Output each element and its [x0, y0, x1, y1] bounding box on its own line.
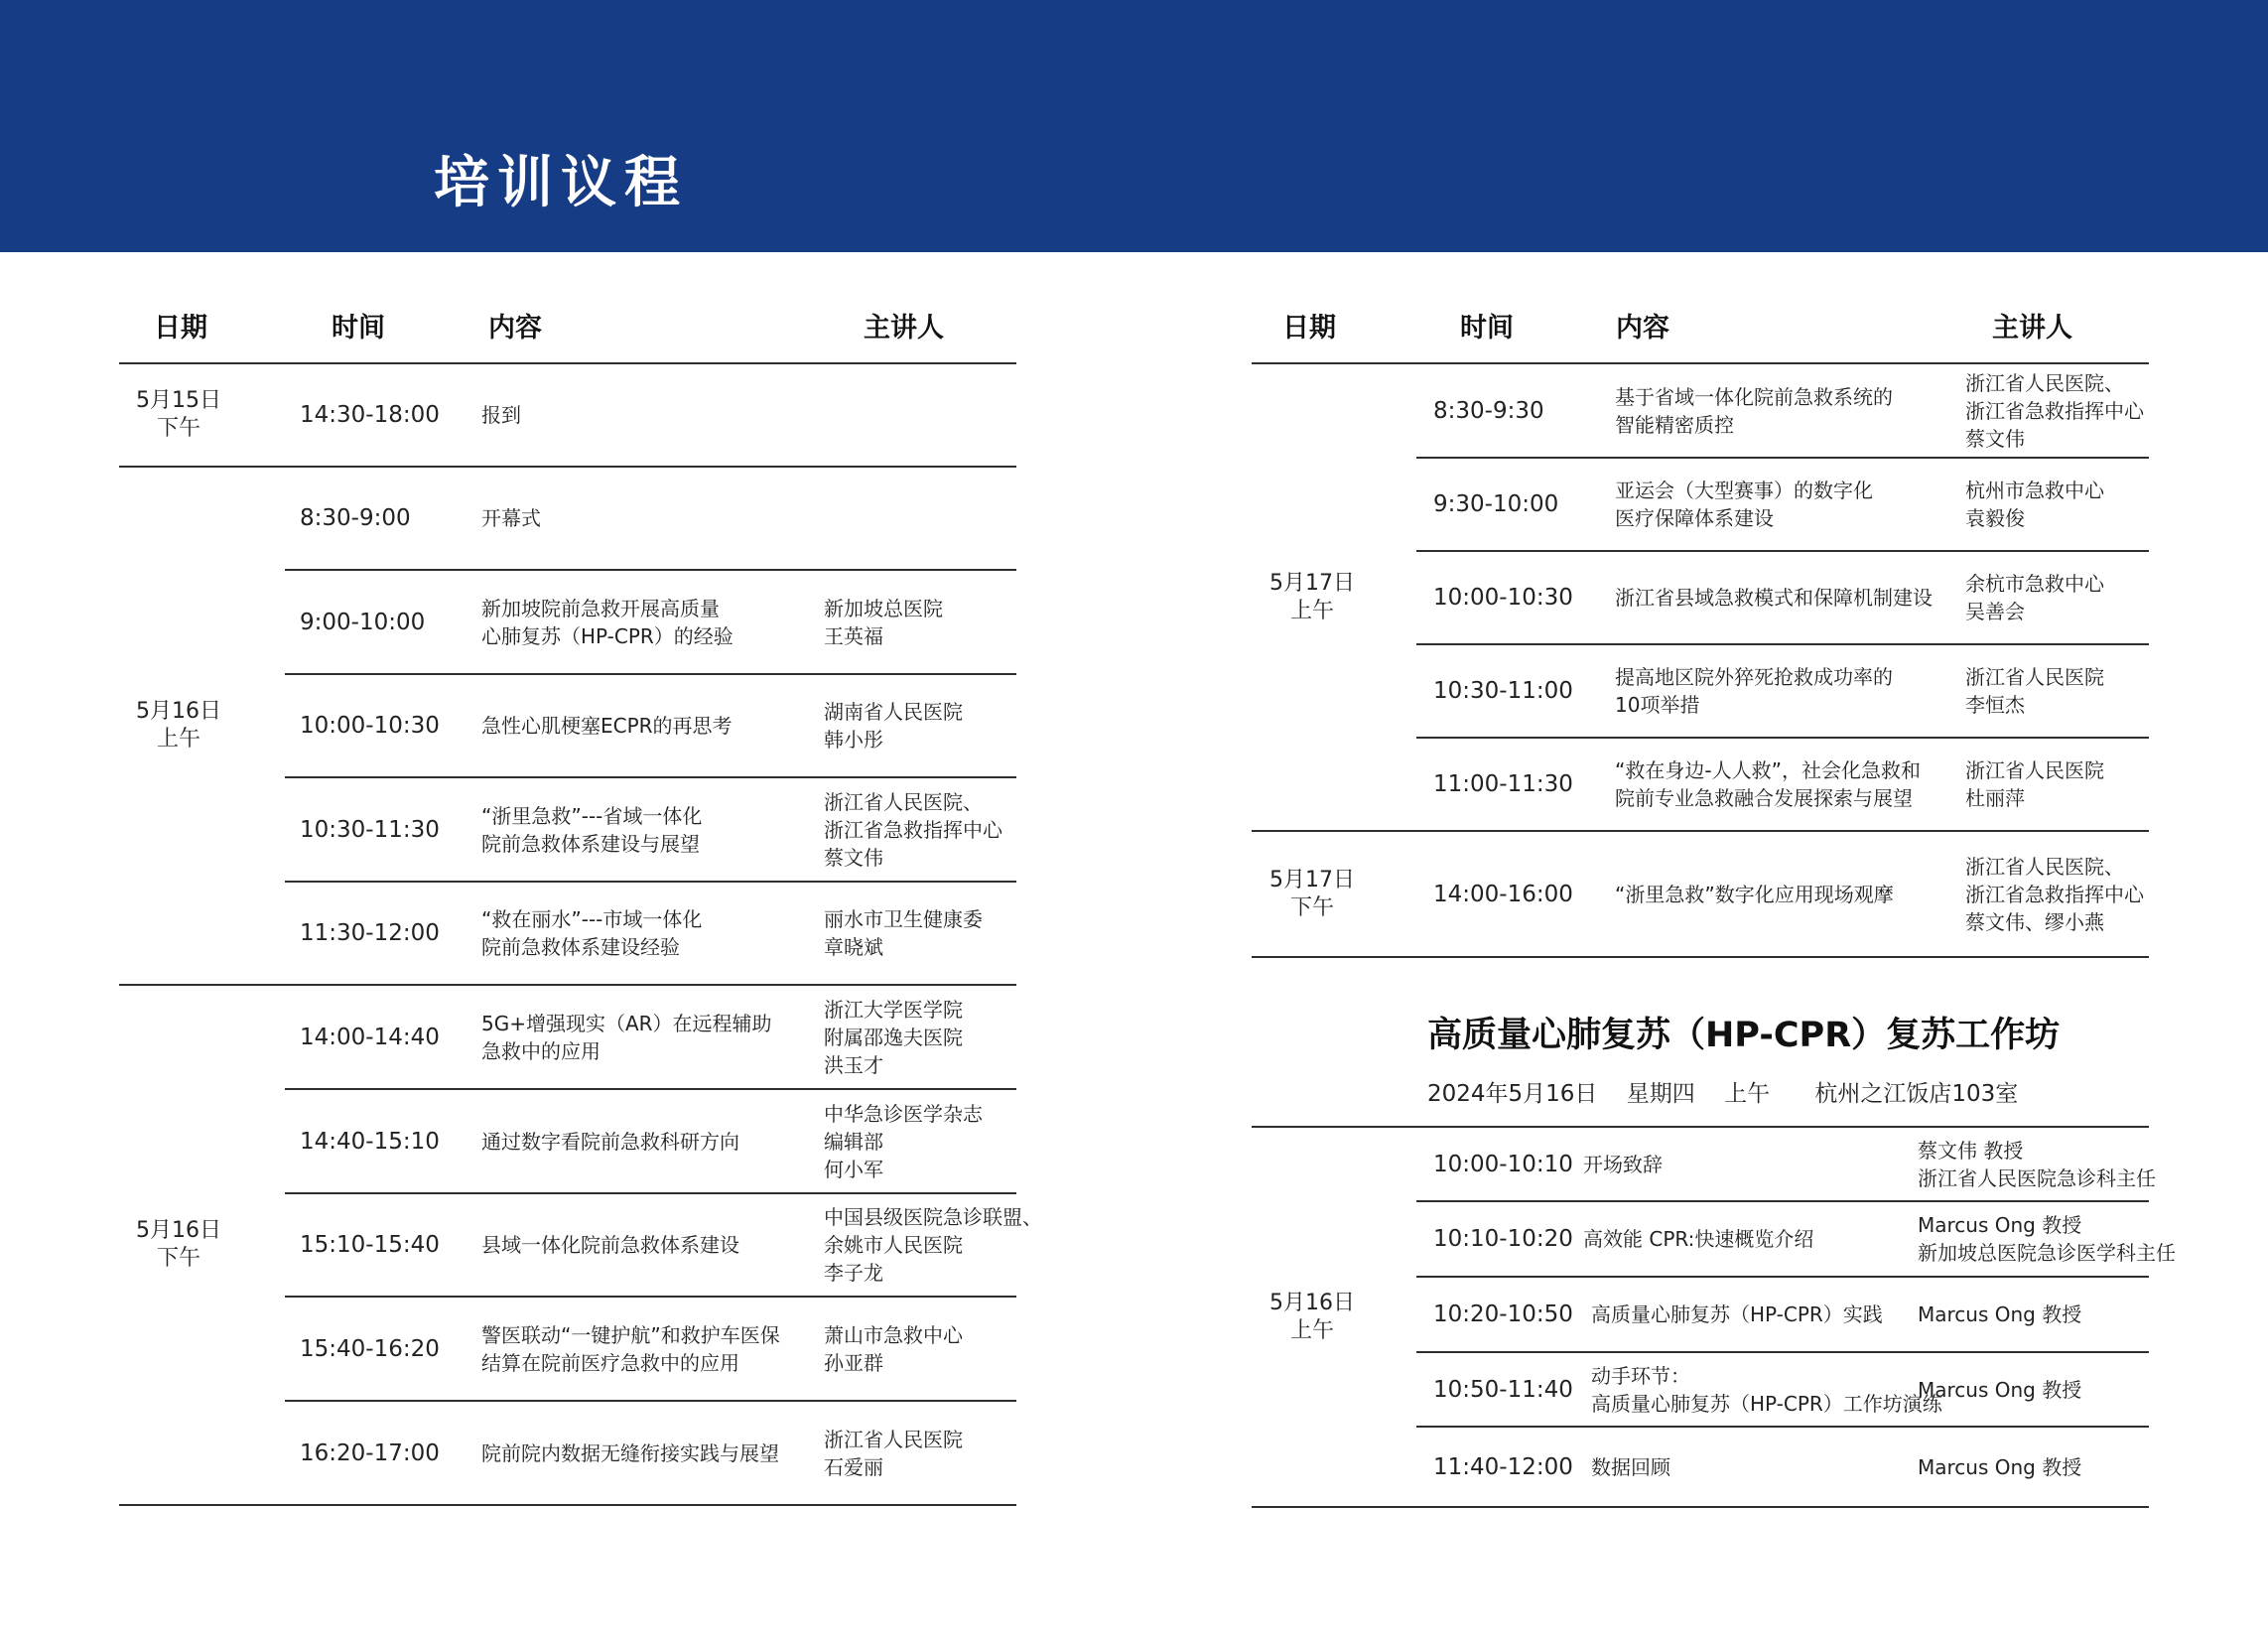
time-cell: 8:30-9:00	[300, 505, 411, 531]
content-cell-line: 医疗保障体系建设	[1615, 506, 1774, 530]
col-header-speaker: 主讲人	[1992, 313, 2072, 343]
content-cell-line: 开幕式	[481, 506, 541, 530]
speaker-cell-line: Marcus Ong 教授	[1918, 1302, 2082, 1326]
speaker-cell-line: Marcus Ong 教授	[1918, 1454, 2082, 1479]
content-cell	[1615, 738, 1955, 831]
speaker-cell-line: 韩小彤	[824, 728, 883, 752]
content-cell-line: “救在身边-人人救”，社会化急救和	[1615, 758, 1921, 782]
content-cell	[481, 882, 814, 985]
time-cell: 8:30-9:30	[1433, 397, 1544, 424]
date-cell-line: 下午	[156, 416, 200, 441]
content-cell-line: “浙里急救”数字化应用现场观摩	[1615, 882, 1894, 906]
col-header-speaker: 主讲人	[864, 313, 944, 343]
col-header-date: 日期	[1282, 313, 1336, 343]
content-cell-line: 新加坡院前急救开展高质量	[481, 596, 720, 620]
speaker-cell-line: 浙江省急救指挥中心	[824, 817, 1002, 842]
content-cell-line: “救在丽水”---市域一体化	[481, 907, 703, 931]
speaker-cell-line: 杭州市急救中心	[1965, 479, 2104, 502]
speaker-cell	[824, 1089, 1056, 1193]
divider-line	[1416, 643, 2149, 645]
content-cell-line: 10项举措	[1615, 693, 1700, 717]
divider-line	[119, 1504, 1016, 1506]
content-cell	[481, 985, 814, 1089]
speaker-cell-line: 蔡文伟	[1965, 426, 2025, 451]
time-cell: 9:00-10:00	[300, 609, 426, 635]
speaker-cell	[1918, 1352, 2151, 1427]
divider-line	[285, 1192, 1016, 1194]
time-cell: 10:30-11:00	[1433, 678, 1573, 704]
speaker-cell-line: 吴善会	[1965, 600, 2025, 623]
content-cell-line: 智能精密质控	[1615, 412, 1734, 437]
content-cell	[1615, 458, 1955, 551]
content-cell	[1583, 1201, 1901, 1277]
content-cell-line: 数据回顾	[1591, 1454, 1670, 1479]
date-cell-line: 5月17日	[1269, 867, 1355, 892]
divider-line	[285, 1400, 1016, 1402]
content-cell-line: 院前院内数据无缝衔接实践与展望	[481, 1440, 779, 1465]
speaker-cell-line: 杜丽萍	[1965, 786, 2025, 810]
time-cell: 11:00-11:30	[1433, 771, 1573, 797]
divider-line	[285, 1296, 1016, 1298]
speaker-cell-line: 蔡文伟、缪小燕	[1965, 909, 2104, 934]
time-cell: 14:30-18:00	[300, 402, 440, 428]
time-cell: 11:40-12:00	[1433, 1453, 1573, 1480]
speaker-cell-line: 何小军	[824, 1157, 883, 1181]
workshop-subtitle	[1427, 1075, 2040, 1108]
date-cell-line: 5月16日	[136, 699, 221, 724]
content-cell-line: 报到	[481, 403, 521, 427]
time-cell: 10:00-10:10	[1433, 1151, 1573, 1177]
divider-line	[1252, 830, 2149, 832]
col-header-time: 时间	[1460, 313, 1514, 343]
content-cell-line: 动手环节：	[1591, 1363, 1690, 1388]
speaker-cell-line: 浙江省人民医院、	[1965, 370, 2124, 395]
speaker-cell	[1965, 551, 2189, 644]
divider-line	[1416, 457, 2149, 459]
content-cell-line: 高质量心肺复苏（HP-CPR）工作坊演练	[1591, 1391, 1942, 1416]
content-cell-line: 开场致辞	[1583, 1152, 1663, 1176]
date-cell-line: 下午	[1289, 894, 1334, 920]
speaker-cell	[824, 1401, 1056, 1505]
divider-line	[285, 881, 1016, 883]
content-cell	[1615, 644, 1955, 738]
date-cell-line: 5月15日	[136, 388, 221, 413]
time-cell: 10:00-10:30	[1433, 585, 1573, 611]
time-cell: 10:30-11:30	[300, 816, 440, 843]
content-cell	[1615, 551, 1955, 644]
speaker-cell	[1918, 1127, 2156, 1201]
content-cell-line: 县域一体化院前急救体系建设	[481, 1233, 739, 1257]
date-cell-line: 下午	[156, 1246, 200, 1271]
speaker-cell-line: 蔡文伟 教授	[1918, 1138, 2024, 1163]
date-cell-line: 上午	[156, 727, 200, 752]
divider-line	[119, 984, 1016, 986]
content-cell-line: 心肺复苏（HP-CPR）的经验	[481, 623, 734, 648]
content-cell	[481, 777, 814, 882]
speaker-cell-line: 袁毅俊	[1965, 506, 2025, 530]
speaker-cell-line: 浙江省人民医院	[1965, 665, 2104, 689]
speaker-cell-line: 余杭市急救中心	[1965, 572, 2104, 596]
content-cell	[481, 467, 814, 570]
speaker-cell-line: 浙江省急救指挥中心	[1965, 398, 2144, 423]
speaker-cell-line: 浙江省人民医院	[1965, 758, 2104, 782]
page-title: 培训议程	[434, 151, 688, 215]
content-cell	[481, 1193, 814, 1297]
date-cell-line: 上午	[1289, 598, 1334, 623]
speaker-cell-line: 章晓斌	[824, 935, 883, 959]
workshop-weekday: 星期四	[1626, 1081, 1695, 1107]
workshop-venue: 杭州之江饭店103室	[1814, 1081, 2019, 1107]
time-cell: 10:20-10:50	[1433, 1302, 1573, 1327]
content-cell-line: 浙江省县域急救模式和保障机制建设	[1615, 586, 1933, 610]
speaker-cell	[824, 777, 1056, 882]
content-cell	[481, 674, 814, 777]
speaker-cell	[1965, 458, 2189, 551]
divider-line	[1252, 956, 2149, 958]
speaker-cell	[824, 570, 1056, 674]
content-cell	[1591, 1352, 1942, 1427]
content-cell	[1591, 1277, 1909, 1352]
content-cell-line: 5G+增强现实（AR）在远程辅助	[481, 1011, 772, 1035]
content-cell	[481, 1089, 814, 1193]
content-cell-line: 高效能 CPR:快速概览介绍	[1583, 1227, 1814, 1251]
content-cell-line: 院前急救体系建设与展望	[481, 831, 700, 856]
speaker-cell	[1918, 1427, 2151, 1507]
time-cell: 14:40-15:10	[300, 1128, 440, 1155]
speaker-cell-line: 编辑部	[824, 1129, 883, 1154]
divider-line	[285, 776, 1016, 778]
content-cell-line: 急救中的应用	[481, 1038, 600, 1063]
date-cell	[1252, 831, 1373, 957]
divider-line	[285, 1088, 1016, 1090]
speaker-cell-line: 丽水市卫生健康委	[824, 907, 983, 931]
speaker-cell-line: 浙江省急救指挥中心	[1965, 882, 2144, 906]
content-cell	[481, 1401, 814, 1505]
date-cell	[119, 985, 238, 1505]
date-cell-line: 5月17日	[1269, 570, 1355, 596]
time-cell: 14:00-16:00	[1433, 881, 1573, 907]
speaker-cell-line: 王英福	[824, 623, 883, 648]
time-cell: 10:10-10:20	[1433, 1226, 1573, 1252]
speaker-cell-line: 李子龙	[824, 1261, 883, 1285]
divider-line	[1416, 737, 2149, 739]
content-cell	[481, 1297, 814, 1401]
time-cell: 10:00-10:30	[300, 713, 440, 739]
content-cell-line: 基于省域一体化院前急救系统的	[1615, 384, 1893, 409]
speaker-cell-line: 浙江大学医学院	[824, 997, 963, 1022]
date-cell	[119, 467, 238, 985]
speaker-cell-line: 新加坡总医院	[824, 596, 943, 620]
speaker-cell-line: Marcus Ong 教授	[1918, 1213, 2082, 1237]
speaker-cell-line: 浙江省人民医院、	[1965, 854, 2124, 879]
workshop-title: 高质量心肺复苏（HP-CPR）复苏工作坊	[1427, 1016, 2061, 1055]
time-cell: 11:30-12:00	[300, 920, 440, 946]
speaker-cell-line: 中国县级医院急诊联盟、	[824, 1205, 1042, 1229]
col-header-content: 内容	[1616, 313, 1669, 343]
date-cell	[1252, 363, 1373, 831]
divider-line	[285, 673, 1016, 675]
divider-line	[1416, 550, 2149, 552]
speaker-cell	[1965, 738, 2189, 831]
date-cell-line: 5月16日	[136, 1218, 221, 1243]
workshop-date: 2024年5月16日	[1427, 1081, 1598, 1107]
speaker-cell-line: 余姚市人民医院	[824, 1233, 963, 1257]
speaker-cell-line: 附属邵逸夫医院	[824, 1025, 963, 1049]
speaker-cell-line: 孙亚群	[824, 1350, 883, 1375]
speaker-cell	[824, 674, 1056, 777]
speaker-cell-line: 李恒杰	[1965, 693, 2025, 717]
speaker-cell-line: 萧山市急救中心	[824, 1322, 963, 1347]
content-cell-line: 结算在院前医疗急救中的应用	[481, 1350, 739, 1375]
speaker-cell-line: 浙江省人民医院、	[824, 789, 983, 814]
content-cell	[1591, 1427, 1909, 1507]
speaker-cell	[824, 882, 1056, 985]
content-cell-line: 院前急救体系建设经验	[481, 935, 680, 959]
speaker-cell-line: 洪玉才	[824, 1052, 883, 1077]
content-cell	[481, 570, 814, 674]
date-cell-line: 5月16日	[1269, 1290, 1355, 1315]
content-cell-line: 警医联动“一键护航”和救护车医保	[481, 1322, 780, 1347]
speaker-cell-line: 石爱丽	[824, 1454, 883, 1479]
content-cell-line: 通过数字看院前急救科研方向	[481, 1129, 739, 1154]
content-cell-line: 亚运会（大型赛事）的数字化	[1615, 479, 1873, 502]
speaker-cell-line: Marcus Ong 教授	[1918, 1377, 2082, 1402]
divider-line	[119, 466, 1016, 468]
speaker-cell	[1965, 644, 2189, 738]
content-cell	[1615, 831, 1955, 957]
time-cell: 16:20-17:00	[300, 1439, 440, 1466]
speaker-cell	[1918, 1201, 2176, 1277]
content-cell-line: 院前专业急救融合发展探索与展望	[1615, 786, 1913, 810]
speaker-cell	[824, 1297, 1056, 1401]
col-header-time: 时间	[332, 313, 385, 343]
col-header-date: 日期	[154, 313, 207, 343]
date-cell-line: 上午	[1289, 1317, 1334, 1343]
speaker-cell	[1965, 831, 2189, 957]
content-cell	[1615, 363, 1955, 458]
time-cell: 15:40-16:20	[300, 1335, 440, 1362]
divider-line	[1252, 1506, 2149, 1508]
content-cell-line: 提高地区院外猝死抢救成功率的	[1615, 665, 1893, 689]
workshop-period: 上午	[1724, 1081, 1771, 1107]
speaker-cell-line: 蔡文伟	[824, 845, 883, 870]
date-cell	[1252, 1127, 1373, 1507]
divider-line	[285, 569, 1016, 571]
content-cell-line: 高质量心肺复苏（HP-CPR）实践	[1591, 1302, 1883, 1326]
content-cell-line: 急性心肌梗塞ECPR的再思考	[481, 714, 733, 738]
speaker-cell-line: 浙江省人民医院急诊科主任	[1918, 1165, 2156, 1190]
header-band	[0, 0, 2268, 252]
speaker-cell-line: 中华急诊医学杂志	[824, 1101, 983, 1126]
content-cell-line: “浙里急救”---省域一体化	[481, 803, 703, 828]
time-cell: 9:30-10:00	[1433, 491, 1559, 517]
time-cell: 15:10-15:40	[300, 1232, 440, 1258]
time-cell: 10:50-11:40	[1433, 1376, 1573, 1403]
speaker-cell	[824, 1193, 1056, 1297]
speaker-cell	[1918, 1277, 2151, 1352]
content-cell	[481, 363, 814, 467]
date-cell	[119, 363, 238, 467]
speaker-cell-line: 新加坡总医院急诊医学科主任	[1918, 1241, 2176, 1265]
col-header-content: 内容	[488, 313, 542, 343]
speaker-cell	[824, 985, 1056, 1089]
speaker-cell	[1965, 363, 2189, 458]
time-cell: 14:00-14:40	[300, 1024, 440, 1050]
speaker-cell-line: 浙江省人民医院	[824, 1427, 963, 1451]
speaker-cell-line: 湖南省人民医院	[824, 700, 963, 724]
content-cell	[1583, 1127, 1901, 1201]
